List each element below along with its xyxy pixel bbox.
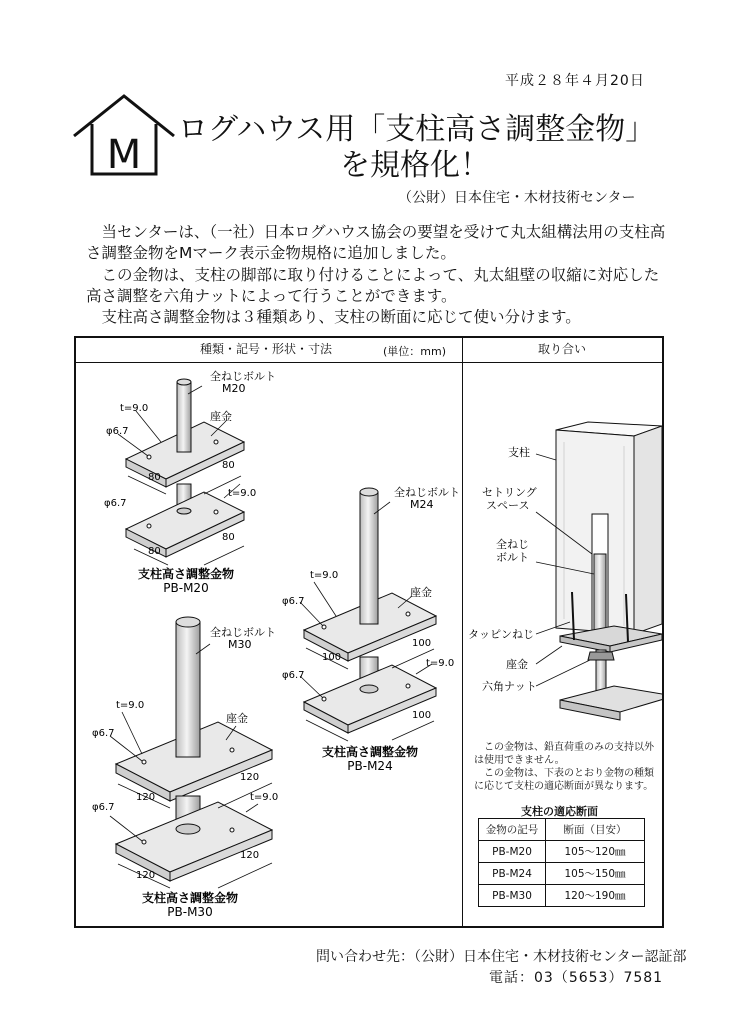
table-row [479, 841, 645, 863]
pb-m20-name: 支柱高さ調整金物 [137, 567, 235, 581]
pb-m24-name: 支柱高さ調整金物 [321, 745, 419, 759]
spec-table [478, 818, 645, 907]
label-post: 支柱 [508, 446, 530, 459]
table-cell: 120〜190㎜ [546, 885, 645, 907]
table-cell: PB-M24 [479, 863, 546, 885]
settling-space [592, 514, 608, 639]
pb-m24-thickness: t=9.0 [310, 570, 339, 581]
pb-m24-washer-label: 座金 [410, 586, 432, 599]
pb-m20-bolt-size: M20 [222, 382, 246, 395]
pb-m20-washer-label: 座金 [210, 410, 232, 423]
table-cell: PB-M20 [479, 841, 546, 863]
paragraph-1: 当センターは、（一社）日本ログハウス協会の要望を受けて丸太組構法用の支柱高さ調整金物をMマーク表示金物規格に追加しました。 [86, 223, 666, 262]
table-header-section: 断面（目安） [546, 819, 645, 841]
pb-m30-bolt-size: M30 [228, 638, 252, 651]
date: 平成２８年４月20日 [505, 73, 645, 89]
pb-m24-depth: 100 [412, 638, 432, 649]
table-row [479, 885, 645, 907]
pb-m20-depth: 80 [222, 460, 235, 471]
table-cell: 105〜150㎜ [546, 863, 645, 885]
label-washer: 座金 [506, 658, 528, 671]
pb-m30-width-lower: 120 [136, 870, 156, 881]
paragraph-2: この金物は、支柱の脚部に取り付けることによって、丸太組壁の収縮に対応した高さ調整を六角ナットによって行うことができます。 [86, 266, 660, 305]
pb-m30-bolt-label: 全ねじボルト [210, 626, 276, 639]
pb-m24-hole-lower: φ6.7 [282, 670, 305, 681]
organization: （公財）日本住宅・木材技術センター [398, 190, 636, 206]
panel-divider [462, 338, 463, 926]
table-header-row [479, 819, 645, 841]
pb-m30-hole: φ6.7 [92, 728, 115, 739]
pb-m20-bolt-label: 全ねじボルト [210, 370, 276, 383]
pb-m30-drawing [110, 617, 272, 888]
pb-m20-width: 80 [148, 472, 161, 483]
label-bolt-2: ボルト [496, 551, 529, 564]
spec-table-title: 支柱の適応断面 [521, 805, 598, 818]
logo-letter: M [106, 132, 142, 178]
contact-info: 問い合わせ先：（公財）日本住宅・木材技術センター認証部 [316, 949, 687, 965]
label-screw: タッピンねじ [468, 628, 534, 641]
unit-label: (単位：mm) [383, 345, 447, 358]
table-header-code: 金物の記号 [479, 819, 546, 841]
pb-m24-thickness-lower: t=9.0 [426, 658, 455, 669]
label-settling-1: セトリング [482, 486, 537, 499]
paragraph-3: 支柱高さ調整金物は３種類あり、支柱の断面に応じて使い分けます。 [101, 308, 581, 326]
pb-m20-code: PB-M20 [163, 581, 209, 595]
product-drawings [76, 364, 462, 926]
phone-number: 電話：03（5653）7581 [489, 970, 664, 986]
pb-m20-depth-lower: 80 [222, 532, 235, 543]
pb-m24-width: 100 [322, 652, 342, 663]
m-mark-logo [70, 92, 180, 182]
label-nut: 六角ナット [482, 680, 537, 693]
pb-m30-hole-lower: φ6.7 [92, 802, 115, 813]
pb-m30-thickness: t=9.0 [116, 700, 145, 711]
pb-m24-bolt-size: M24 [410, 498, 434, 511]
pb-m20-hole: φ6.7 [106, 426, 129, 437]
assembly-labels [468, 445, 537, 693]
pb-m24-code: PB-M24 [347, 759, 393, 773]
header-divider [76, 362, 662, 363]
table-row [479, 863, 645, 885]
title-line-1: ログハウス用「支柱高さ調整金物」 [178, 112, 656, 147]
label-bolt-1: 全ねじ [496, 538, 529, 551]
table-cell: 105〜120㎜ [546, 841, 645, 863]
title-line-2: を規格化！ [340, 148, 490, 183]
label-settling-2: スペース [486, 499, 530, 512]
table-cell: PB-M30 [479, 885, 546, 907]
pb-m24-depth-lower: 100 [412, 710, 432, 721]
pb-m30-thickness-lower: t=9.0 [250, 792, 279, 803]
assembly-drawing [464, 364, 662, 736]
right-panel-header: 取り合い [538, 342, 587, 356]
pb-m30-washer-label: 座金 [226, 712, 248, 725]
pb-m30-code: PB-M30 [167, 905, 213, 919]
pb-m30-depth: 120 [240, 772, 260, 783]
pb-m20-width-lower: 80 [148, 546, 161, 557]
pb-m30-name: 支柱高さ調整金物 [141, 891, 239, 905]
pb-m30-width: 120 [136, 792, 156, 803]
note-2: この金物は、下表のとおり金物の種類に応じて支柱の適応断面が異なります。 [474, 768, 654, 792]
pb-m24-bolt-label: 全ねじボルト [394, 486, 460, 499]
note-1: この金物は、鉛直荷重のみの支持以外は使用できません。 [474, 742, 654, 766]
pb-m20-thickness-lower: t=9.0 [228, 488, 257, 499]
pb-m24-drawing [300, 488, 436, 741]
pb-m20-thickness: t=9.0 [120, 403, 149, 414]
pb-m24-hole: φ6.7 [282, 596, 305, 607]
left-panel-header: 種類・記号・形状・寸法 [200, 342, 333, 356]
pb-m20-hole-lower: φ6.7 [104, 498, 127, 509]
pb-m30-depth-lower: 120 [240, 850, 260, 861]
